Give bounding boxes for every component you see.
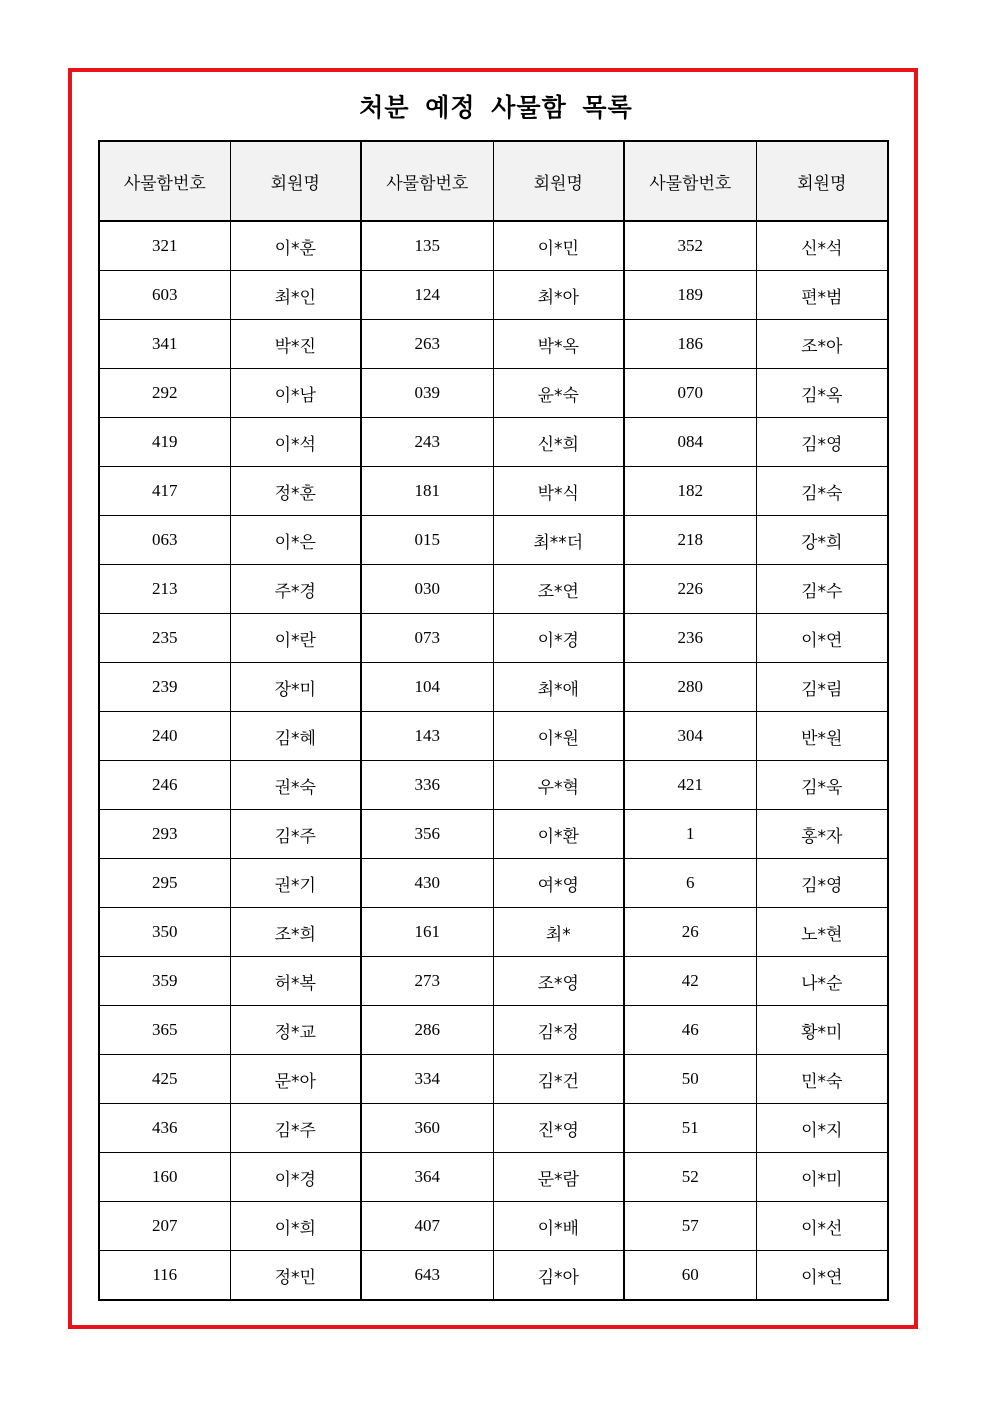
locker-number-cell: 430: [361, 859, 493, 908]
table-row: [99, 1104, 888, 1153]
locker-number-cell: 425: [99, 1055, 230, 1104]
locker-number-cell: 360: [361, 1104, 493, 1153]
locker-number-cell: 239: [99, 663, 230, 712]
locker-number-cell: 161: [361, 908, 493, 957]
table-row: [99, 1153, 888, 1202]
table-row: [99, 859, 888, 908]
locker-number-cell: 030: [361, 565, 493, 614]
locker-number-cell: 143: [361, 712, 493, 761]
locker-number-cell: 207: [99, 1202, 230, 1251]
locker-number-cell: 218: [624, 516, 756, 565]
member-name-cell: 김*정: [493, 1006, 624, 1055]
member-name-cell: 정*훈: [230, 467, 361, 516]
locker-number-cell: 356: [361, 810, 493, 859]
member-name-cell: 진*영: [493, 1104, 624, 1153]
member-name-cell: 이*민: [493, 221, 624, 271]
member-name-cell: 최*인: [230, 271, 361, 320]
locker-number-cell: 235: [99, 614, 230, 663]
member-name-cell: 김*아: [493, 1251, 624, 1301]
locker-number-cell: 350: [99, 908, 230, 957]
member-name-cell: 정*민: [230, 1251, 361, 1301]
locker-number-cell: 421: [624, 761, 756, 810]
member-name-cell: 이*경: [493, 614, 624, 663]
locker-number-cell: 304: [624, 712, 756, 761]
member-name-cell: 이*석: [230, 418, 361, 467]
locker-table: [98, 140, 889, 1301]
table-body: [99, 221, 888, 1300]
header-member-name: 회원명: [756, 141, 888, 221]
locker-number-cell: 341: [99, 320, 230, 369]
member-name-cell: 권*기: [230, 859, 361, 908]
locker-number-cell: 295: [99, 859, 230, 908]
header-locker-number: 사물함번호: [99, 141, 230, 221]
member-name-cell: 김*숙: [756, 467, 888, 516]
member-name-cell: 황*미: [756, 1006, 888, 1055]
locker-number-cell: 321: [99, 221, 230, 271]
member-name-cell: 장*미: [230, 663, 361, 712]
locker-number-cell: 280: [624, 663, 756, 712]
member-name-cell: 문*람: [493, 1153, 624, 1202]
member-name-cell: 최*아: [493, 271, 624, 320]
member-name-cell: 민*숙: [756, 1055, 888, 1104]
table-row: [99, 271, 888, 320]
member-name-cell: 이*지: [756, 1104, 888, 1153]
locker-number-cell: 50: [624, 1055, 756, 1104]
member-name-cell: 김*림: [756, 663, 888, 712]
member-name-cell: 홍*자: [756, 810, 888, 859]
member-name-cell: 김*주: [230, 810, 361, 859]
locker-number-cell: 182: [624, 467, 756, 516]
table-header-row: [99, 141, 888, 221]
member-name-cell: 이*환: [493, 810, 624, 859]
locker-number-cell: 039: [361, 369, 493, 418]
member-name-cell: 이*은: [230, 516, 361, 565]
table-row: [99, 1202, 888, 1251]
member-name-cell: 정*교: [230, 1006, 361, 1055]
table-row: [99, 369, 888, 418]
locker-number-cell: 359: [99, 957, 230, 1006]
member-name-cell: 이*훈: [230, 221, 361, 271]
locker-number-cell: 135: [361, 221, 493, 271]
member-name-cell: 조*영: [493, 957, 624, 1006]
member-name-cell: 김*혜: [230, 712, 361, 761]
table-row: [99, 663, 888, 712]
member-name-cell: 김*주: [230, 1104, 361, 1153]
locker-number-cell: 293: [99, 810, 230, 859]
member-name-cell: 강*희: [756, 516, 888, 565]
locker-number-cell: 643: [361, 1251, 493, 1301]
locker-number-cell: 292: [99, 369, 230, 418]
locker-number-cell: 243: [361, 418, 493, 467]
member-name-cell: 조*아: [756, 320, 888, 369]
header-locker-number: 사물함번호: [361, 141, 493, 221]
locker-number-cell: 263: [361, 320, 493, 369]
table-row: [99, 516, 888, 565]
table-row: [99, 1006, 888, 1055]
member-name-cell: 우*혁: [493, 761, 624, 810]
member-name-cell: 여*영: [493, 859, 624, 908]
locker-number-cell: 273: [361, 957, 493, 1006]
table-row: [99, 1251, 888, 1301]
member-name-cell: 박*진: [230, 320, 361, 369]
locker-number-cell: 352: [624, 221, 756, 271]
locker-number-cell: 186: [624, 320, 756, 369]
locker-number-cell: 364: [361, 1153, 493, 1202]
member-name-cell: 최**더: [493, 516, 624, 565]
locker-number-cell: 181: [361, 467, 493, 516]
locker-number-cell: 063: [99, 516, 230, 565]
locker-number-cell: 57: [624, 1202, 756, 1251]
header-member-name: 회원명: [493, 141, 624, 221]
locker-number-cell: 226: [624, 565, 756, 614]
locker-number-cell: 407: [361, 1202, 493, 1251]
locker-number-cell: 213: [99, 565, 230, 614]
locker-number-cell: 246: [99, 761, 230, 810]
locker-number-cell: 51: [624, 1104, 756, 1153]
locker-number-cell: 240: [99, 712, 230, 761]
member-name-cell: 이*경: [230, 1153, 361, 1202]
table-row: [99, 810, 888, 859]
locker-number-cell: 26: [624, 908, 756, 957]
member-name-cell: 이*남: [230, 369, 361, 418]
member-name-cell: 이*연: [756, 1251, 888, 1301]
member-name-cell: 신*희: [493, 418, 624, 467]
locker-number-cell: 160: [99, 1153, 230, 1202]
locker-number-cell: 336: [361, 761, 493, 810]
member-name-cell: 이*선: [756, 1202, 888, 1251]
member-name-cell: 이*연: [756, 614, 888, 663]
member-name-cell: 이*미: [756, 1153, 888, 1202]
locker-number-cell: 070: [624, 369, 756, 418]
header-member-name: 회원명: [230, 141, 361, 221]
locker-number-cell: 236: [624, 614, 756, 663]
member-name-cell: 김*옥: [756, 369, 888, 418]
locker-number-cell: 603: [99, 271, 230, 320]
table-row: [99, 418, 888, 467]
locker-number-cell: 286: [361, 1006, 493, 1055]
member-name-cell: 반*원: [756, 712, 888, 761]
locker-number-cell: 365: [99, 1006, 230, 1055]
locker-number-cell: 1: [624, 810, 756, 859]
member-name-cell: 문*아: [230, 1055, 361, 1104]
member-name-cell: 이*원: [493, 712, 624, 761]
locker-number-cell: 189: [624, 271, 756, 320]
member-name-cell: 이*배: [493, 1202, 624, 1251]
member-name-cell: 주*경: [230, 565, 361, 614]
table-row: [99, 221, 888, 271]
member-name-cell: 노*현: [756, 908, 888, 957]
member-name-cell: 김*욱: [756, 761, 888, 810]
locker-number-cell: 015: [361, 516, 493, 565]
locker-number-cell: 334: [361, 1055, 493, 1104]
locker-number-cell: 60: [624, 1251, 756, 1301]
member-name-cell: 김*영: [756, 859, 888, 908]
member-name-cell: 권*숙: [230, 761, 361, 810]
table-row: [99, 908, 888, 957]
member-name-cell: 조*희: [230, 908, 361, 957]
table-row: [99, 320, 888, 369]
table-row: [99, 761, 888, 810]
member-name-cell: 최*애: [493, 663, 624, 712]
locker-number-cell: 6: [624, 859, 756, 908]
header-locker-number: 사물함번호: [624, 141, 756, 221]
locker-number-cell: 52: [624, 1153, 756, 1202]
locker-number-cell: 116: [99, 1251, 230, 1301]
member-name-cell: 이*란: [230, 614, 361, 663]
member-name-cell: 박*식: [493, 467, 624, 516]
locker-number-cell: 46: [624, 1006, 756, 1055]
table-row: [99, 614, 888, 663]
member-name-cell: 이*희: [230, 1202, 361, 1251]
member-name-cell: 나*순: [756, 957, 888, 1006]
member-name-cell: 조*연: [493, 565, 624, 614]
locker-number-cell: 073: [361, 614, 493, 663]
member-name-cell: 김*수: [756, 565, 888, 614]
table-row: [99, 565, 888, 614]
member-name-cell: 편*범: [756, 271, 888, 320]
page-title: 처분 예정 사물함 목록: [359, 93, 633, 122]
locker-number-cell: 419: [99, 418, 230, 467]
table-row: [99, 467, 888, 516]
locker-number-cell: 084: [624, 418, 756, 467]
locker-number-cell: 124: [361, 271, 493, 320]
locker-number-cell: 436: [99, 1104, 230, 1153]
locker-number-cell: 42: [624, 957, 756, 1006]
member-name-cell: 신*석: [756, 221, 888, 271]
table-row: [99, 712, 888, 761]
member-name-cell: 김*영: [756, 418, 888, 467]
member-name-cell: 윤*숙: [493, 369, 624, 418]
locker-number-cell: 104: [361, 663, 493, 712]
locker-number-cell: 417: [99, 467, 230, 516]
member-name-cell: 박*옥: [493, 320, 624, 369]
table-row: [99, 957, 888, 1006]
member-name-cell: 김*건: [493, 1055, 624, 1104]
table-row: [99, 1055, 888, 1104]
member-name-cell: 최*: [493, 908, 624, 957]
member-name-cell: 허*복: [230, 957, 361, 1006]
